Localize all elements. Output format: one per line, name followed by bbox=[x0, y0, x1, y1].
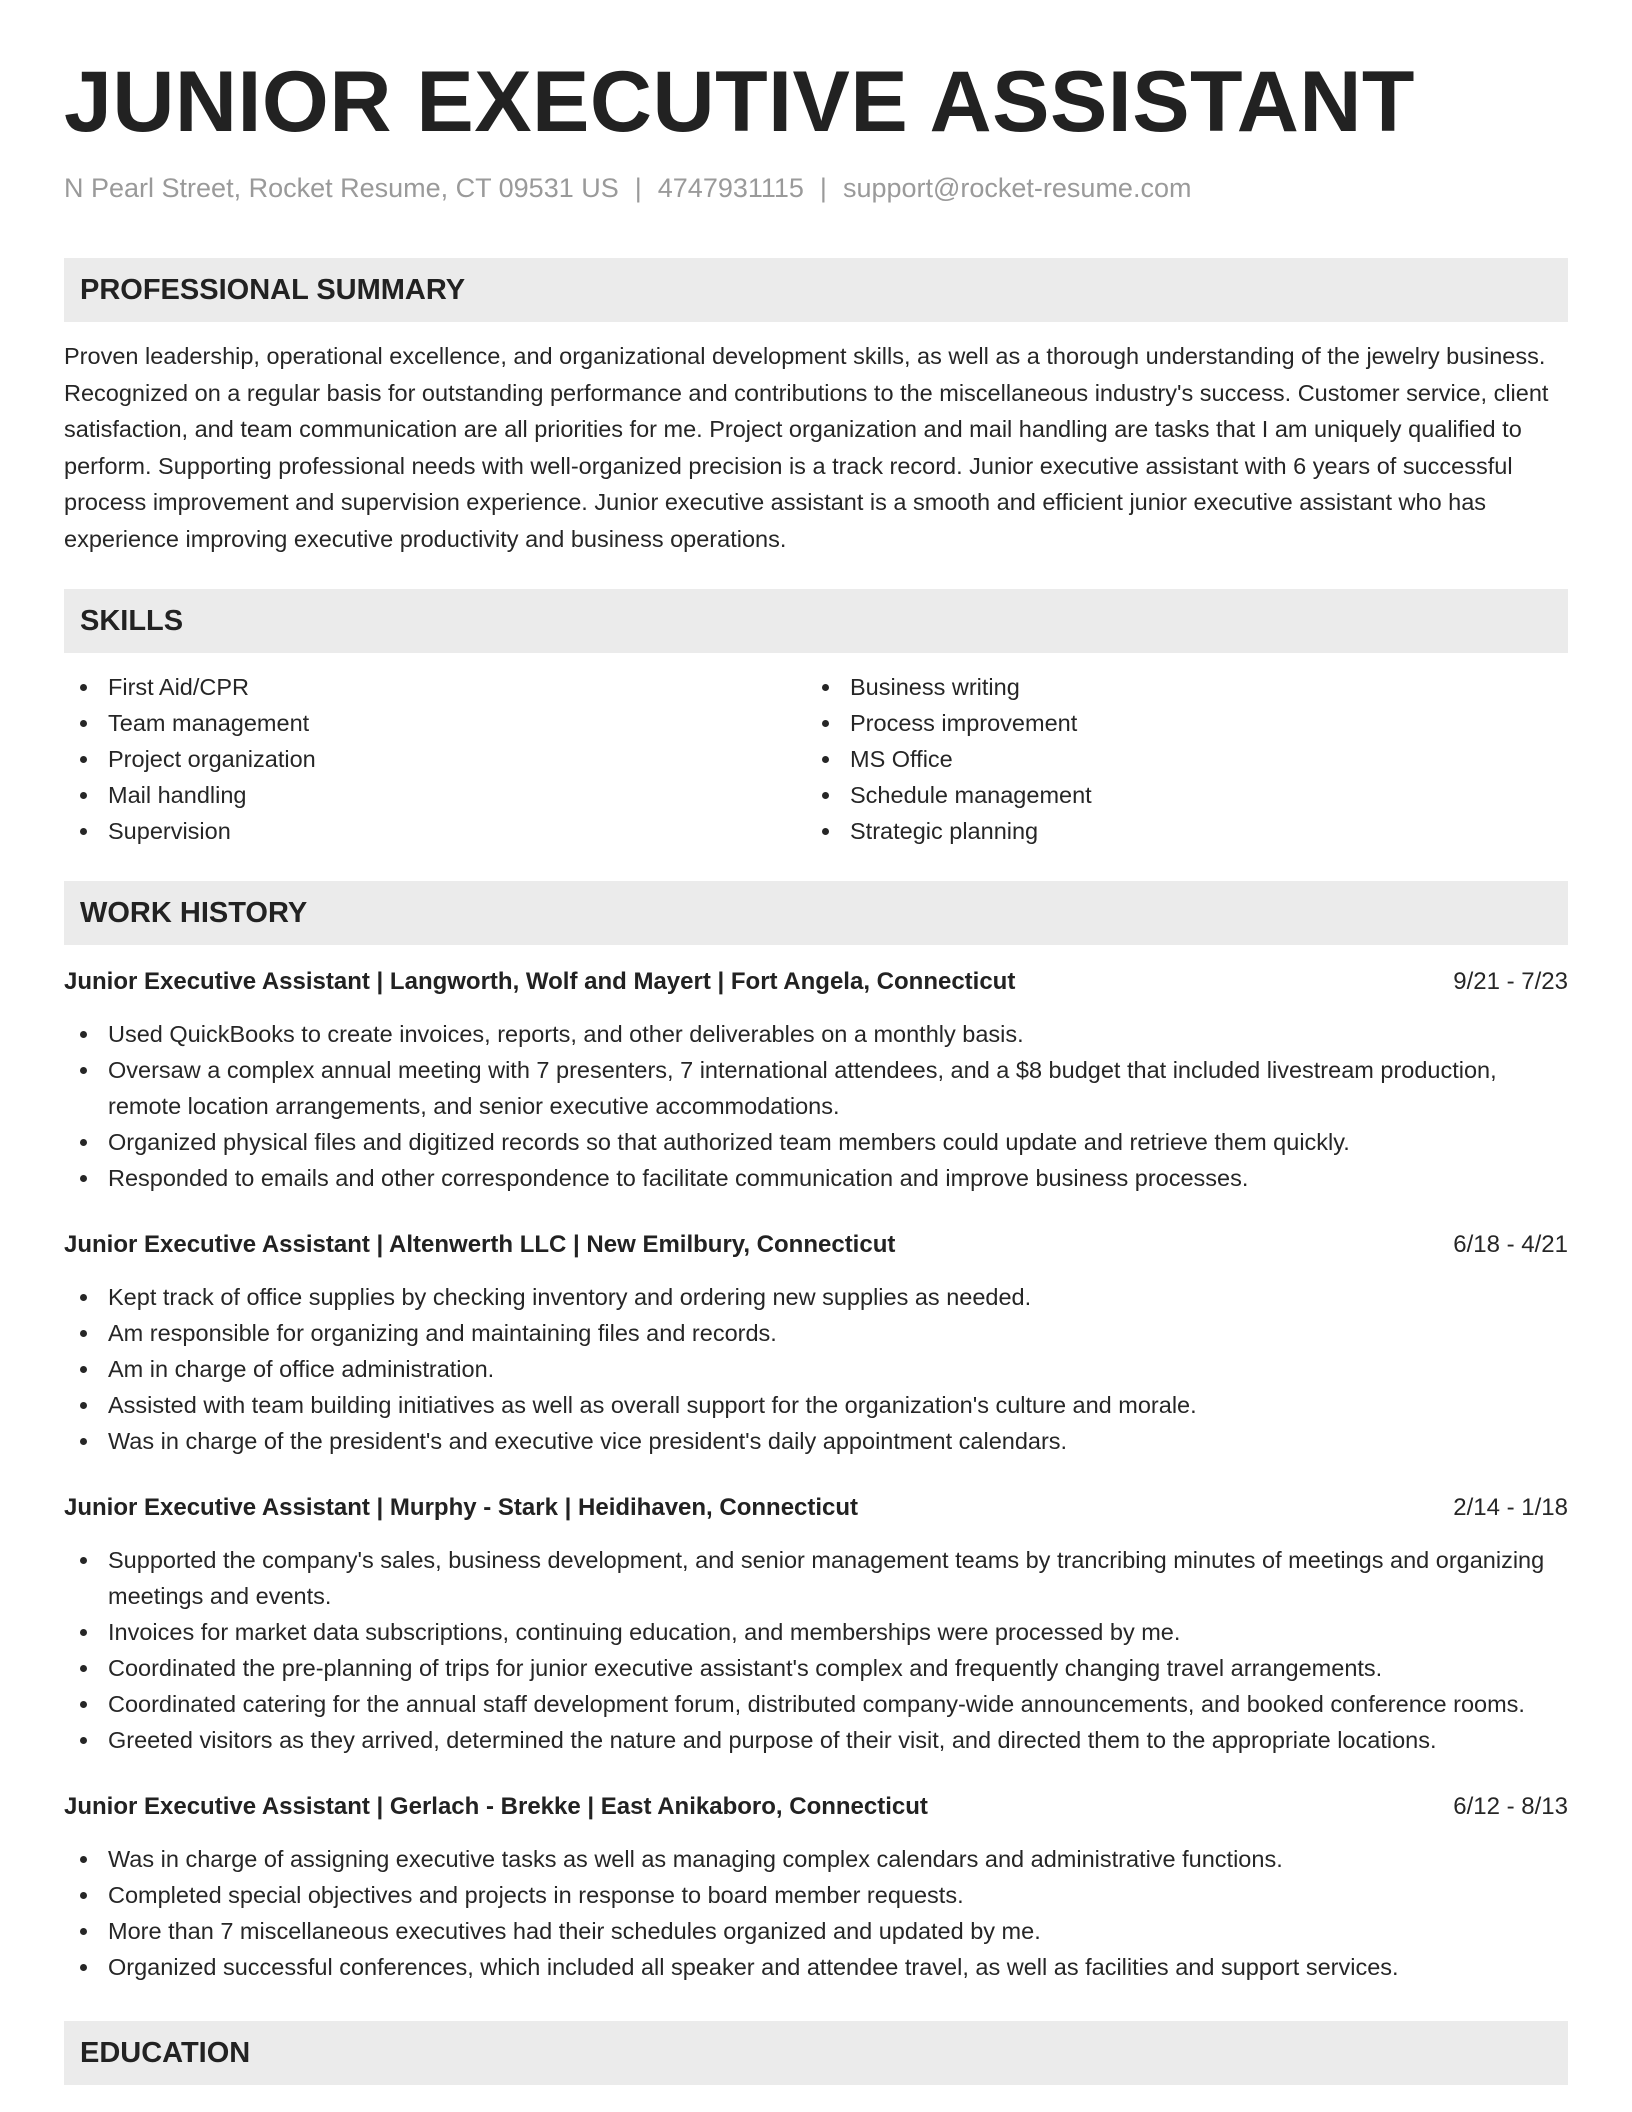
contact-email: support@rocket-resume.com bbox=[842, 173, 1192, 203]
job-bullet: Am responsible for organizing and maintaining files and records. bbox=[64, 1315, 1568, 1351]
job-bullet: Oversaw a complex annual meeting with 7 presenters, 7 international attendees, and a $8 budget that included livestream production, remote location arrangements, and senior executive accommodations. bbox=[64, 1052, 1568, 1124]
job-bullet: Supported the company's sales, business development, and senior management teams by trancribing minutes of meetings and organizing meetings and events. bbox=[64, 1542, 1568, 1614]
job-entry bbox=[64, 1788, 1568, 1985]
job-bullet: Coordinated catering for the annual staff development forum, distributed company-wide announcements, and booked conference rooms. bbox=[64, 1686, 1568, 1722]
resume-name: JUNIOR EXECUTIVE ASSISTANT bbox=[64, 54, 1415, 150]
job-dates: 2/14 - 1/18 bbox=[1453, 1494, 1568, 1521]
section-header-education: EDUCATION bbox=[64, 2021, 1568, 2085]
section-header-summary: PROFESSIONAL SUMMARY bbox=[64, 258, 1568, 322]
job-dates: 6/12 - 8/13 bbox=[1453, 1793, 1568, 1820]
section-header-work-history: WORK HISTORY bbox=[64, 881, 1568, 945]
job-bullet: Am in charge of office administration. bbox=[64, 1351, 1568, 1387]
job-bullets bbox=[64, 1841, 1568, 1985]
section-header-skills: SKILLS bbox=[64, 589, 1568, 653]
job-bullets bbox=[64, 1542, 1568, 1758]
job-bullet: Assisted with team building initiatives as well as overall support for the organization's culture and morale. bbox=[64, 1387, 1568, 1423]
skill-item: MS Office bbox=[806, 741, 1548, 777]
job-bullet: Responded to emails and other correspondence to facilitate communication and improve business processes. bbox=[64, 1160, 1568, 1196]
job-header bbox=[64, 963, 1568, 1001]
skills-column-right bbox=[806, 669, 1548, 849]
skill-item: Process improvement bbox=[806, 705, 1548, 741]
job-bullet: Invoices for market data subscriptions, continuing education, and memberships were processed by me. bbox=[64, 1614, 1568, 1650]
job-title: Junior Executive Assistant | Langworth, Wolf and Mayert | Fort Angela, Connecticut bbox=[64, 968, 1016, 995]
skills-grid bbox=[64, 669, 1568, 849]
contact-separator: | bbox=[819, 173, 827, 203]
job-entry bbox=[64, 963, 1568, 1196]
job-bullet: Organized physical files and digitized records so that authorized team members could update and retrieve them quickly. bbox=[64, 1124, 1568, 1160]
job-header bbox=[64, 1788, 1568, 1826]
job-title: Junior Executive Assistant | Gerlach - Brekke | East Anikaboro, Connecticut bbox=[64, 1793, 928, 1820]
job-title: Junior Executive Assistant | Murphy - Stark | Heidihaven, Connecticut bbox=[64, 1494, 859, 1521]
skill-item: Business writing bbox=[806, 669, 1548, 705]
job-bullets bbox=[64, 1016, 1568, 1196]
skill-item: Mail handling bbox=[64, 777, 806, 813]
job-entry bbox=[64, 1226, 1568, 1459]
job-bullet: Greeted visitors as they arrived, determined the nature and purpose of their visit, and directed them to the appropriate locations. bbox=[64, 1722, 1568, 1758]
skill-item: Schedule management bbox=[806, 777, 1548, 813]
job-header bbox=[64, 1226, 1568, 1264]
job-bullet: Organized successful conferences, which included all speaker and attendee travel, as well as facilities and support services. bbox=[64, 1949, 1568, 1985]
job-dates: 9/21 - 7/23 bbox=[1453, 968, 1568, 995]
contact-phone: 4747931115 bbox=[657, 173, 804, 203]
skill-item: Strategic planning bbox=[806, 813, 1548, 849]
job-bullet: Completed special objectives and projects in response to board member requests. bbox=[64, 1877, 1568, 1913]
summary-text: Proven leadership, operational excellence, and organizational development skills, as well as a thorough understanding of the jewelry business. Recognized on a regular basis for outstanding performance and contributions to the miscellaneous industry's success. Customer service, client satisfaction, and team communication are all priorities for me. Project organization and mail handling are tasks that I am uniquely qualified to perform. Supporting professional needs with well-organized precision is a track record. Junior executive assistant with 6 years of successful process improvement and supervision experience. Junior executive assistant is a smooth and efficient junior executive assistant who has experience improving executive productivity and business operations. bbox=[64, 343, 1549, 552]
skill-item: Supervision bbox=[64, 813, 806, 849]
job-bullet: Coordinated the pre-planning of trips for junior executive assistant's complex and frequently changing travel arrangements. bbox=[64, 1650, 1568, 1686]
contact-address: N Pearl Street, Rocket Resume, CT 09531 US bbox=[64, 173, 619, 203]
skill-item: Project organization bbox=[64, 741, 806, 777]
job-bullet: More than 7 miscellaneous executives had their schedules organized and updated by me. bbox=[64, 1913, 1568, 1949]
job-dates: 6/18 - 4/21 bbox=[1453, 1231, 1568, 1258]
contact-separator: | bbox=[634, 173, 642, 203]
skills-column-left bbox=[64, 669, 806, 849]
job-title: Junior Executive Assistant | Altenwerth LLC | New Emilbury, Connecticut bbox=[64, 1231, 896, 1258]
job-header bbox=[64, 1489, 1568, 1527]
job-bullet: Kept track of office supplies by checking inventory and ordering new supplies as needed. bbox=[64, 1279, 1568, 1315]
job-bullet: Used QuickBooks to create invoices, reports, and other deliverables on a monthly basis. bbox=[64, 1016, 1568, 1052]
job-bullet: Was in charge of the president's and executive vice president's daily appointment calendars. bbox=[64, 1423, 1568, 1459]
job-bullets bbox=[64, 1279, 1568, 1459]
skill-item: Team management bbox=[64, 705, 806, 741]
job-bullet: Was in charge of assigning executive tasks as well as managing complex calendars and administrative functions. bbox=[64, 1841, 1568, 1877]
skill-item: First Aid/CPR bbox=[64, 669, 806, 705]
job-entry bbox=[64, 1489, 1568, 1758]
contact-line bbox=[64, 170, 1568, 206]
